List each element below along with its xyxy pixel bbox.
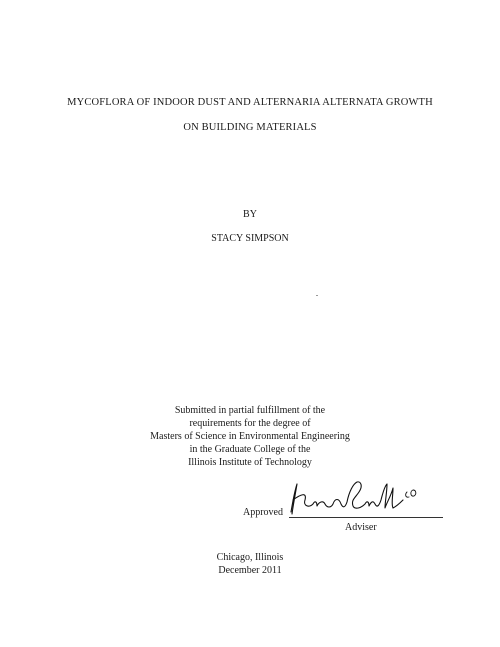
submission-line-5: Illinois Institute of Technology <box>188 457 312 468</box>
thesis-title-line-1: MYCOFLORA OF INDOOR DUST AND ALTERNARIA ALTERNATA GROWTH <box>67 97 433 108</box>
submission-line-1: Submitted in partial fulfillment of the <box>174 405 326 416</box>
submission-line-3: Masters of Science in Environmental Engineering <box>150 431 350 442</box>
by-label: BY <box>243 209 257 220</box>
submission-line-4: in the Graduate College of the <box>189 444 311 455</box>
approved-label: Approved <box>243 507 283 518</box>
location: Chicago, Illinois <box>216 552 284 563</box>
adviser-label: Adviser <box>345 522 377 533</box>
date: December 2011 <box>218 565 282 576</box>
signature-line <box>289 517 443 518</box>
submission-line-2: requirements for the degree of <box>189 418 311 429</box>
approval-block <box>243 496 453 536</box>
thesis-title-line-2: ON BUILDING MATERIALS <box>183 122 317 133</box>
scan-speck <box>316 295 318 296</box>
adviser-signature <box>283 478 423 520</box>
author-name: STACY SIMPSON <box>211 233 289 244</box>
